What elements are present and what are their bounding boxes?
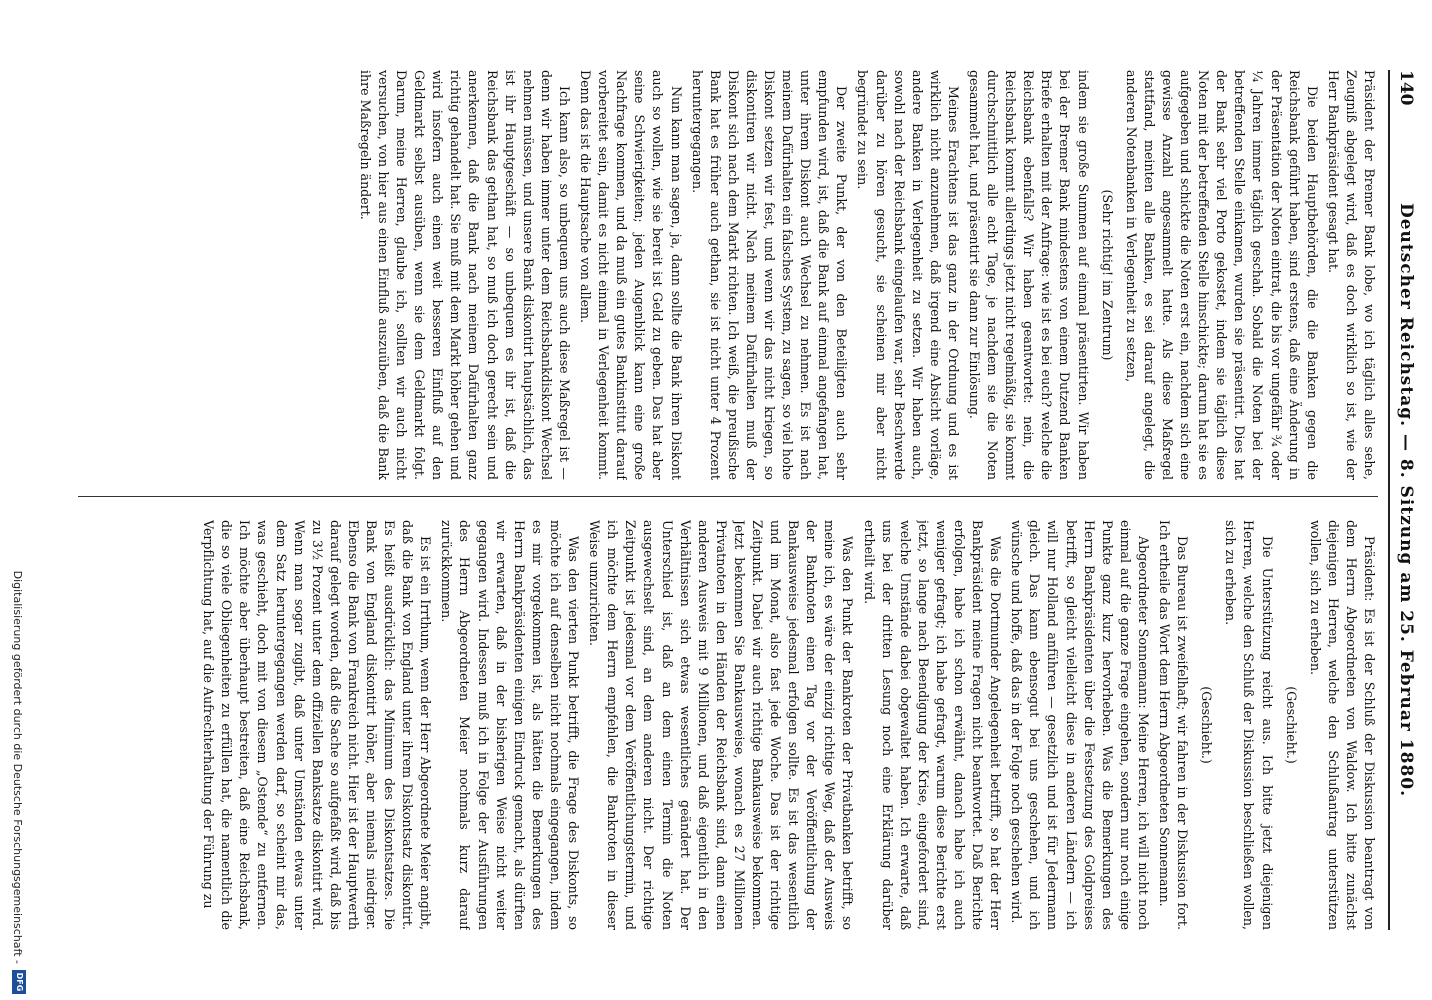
funding-footer xyxy=(4,0,32,1000)
paragraph: Die beiden Hauptbehörden, die die Banken gegen die Reichsbank geführt haben, sind erstens, daß eine Änderung in der Präsentation der Noten eintrat, die bis vor ungefähr ¾ oder ¼ Jahren immer täglich geschah. Sobald die Noten bei der betreffenden Stelle einkamen, wurden sie präsentirt. Dies hat der Bank sehr viel Porto gekostet, indem sie täglich diese Noten mit der betreffenden Stelle hinschickte; darum hat sie es aufgegeben und schickte die Noten erst ein, nachdem sich eine gewisse Anzahl angesammelt hatte. Als diese Maßregel stattfand, meinten alle Banken, es sei darauf angelegt, die anderen Notenbanken in Verlegenheit zu setzen, xyxy=(1123,70,1320,480)
interjection: (Sehr richtig! im Zentrum) xyxy=(1099,189,1115,361)
interjection: (Geschieht.) xyxy=(1199,686,1215,764)
text-columns xyxy=(78,70,1378,930)
funding-note: Digitalisierung gefördert durch die Deutsche Forschungsgemeinschaft - xyxy=(11,570,24,964)
running-title: Deutscher Reichstag. — 8. Sitzung am 25. Februar 1880. xyxy=(1396,202,1416,798)
paragraph: Es ist ein Irrthum, wenn der Herr Abgeordnete Meier angibt, daß die Bank von England unter ihrem Diskontsatz diskontirt. Es heißt ausdrücklich: das Minimum des Diskontsatzes. Die Bank von England diskontirt höher, aber niemals niedriger. Ebenso die Bank von Frankreich nicht. Hier ist der Hauptwerth darauf gelegt worden, daß die Sache so aufgefaßt wird, daß bis zu 3½ Prozent unter dem offiziellen Banksatze diskontirt wird. Wenn man sogar zugibt, daß unter Umständen etwas unter dem Satz heruntergegangen werden darf, so scheint mir das, was geschieht, doch mit von diesem „Ostende“ zu entfernen. Ich möchte aber überhaupt bestreiten, daß eine Reichsbank, die so viele Obliegenheiten zu erfüllen hat, die namentlich die Verpflichtung hat, auf die Aufrechterhaltung der Führung zu xyxy=(201,520,434,930)
paragraph: Abgeordneter Sonnemann: Meine Herren, ich will nicht noch einmal auf die ganze Frage eingehen, sondern nur noch einige Punkte ganz kurz hervorheben. Was die Bemerkungen des Herrn Bankpräsidenten über die Festsetzung des Goldpreises betrifft, so gleicht vielleicht diese in anderen Ländern — ich will nur Holland anführen — gesetzlich und ist für Jedermann gleich. Das kann ebensogut bei uns geschehen, und ich wünsche und hoffe, daß das in der Folge noch geschehen wird. xyxy=(1009,520,1151,930)
paragraph: Präsident: Es ist der Schluß der Diskussion beantragt von dem Herrn Abgeordneten von Waldow. Ich bitte zunächst diejenigen Herren, welche den Schlußantrag unterstützen wollen, sich zu erheben. xyxy=(1307,520,1377,930)
interjection: (Geschieht.) xyxy=(1283,686,1299,764)
dfg-logo: DFG xyxy=(12,970,26,994)
column-divider xyxy=(78,496,1378,497)
paragraph: Die Unterstützung reicht aus. Ich bitte jetzt diejenigen Herren, welche den Schluß der Diskussion beschließen wollen, sich zu erheben. xyxy=(1223,520,1275,930)
paragraph: Was die Dortmunder Angelegenheit betrifft, so hat der Herr Bankpräsident meine Fragen nicht beantwortet. Daß Berichte erfolgen, habe ich schon erwähnt, danach habe ich auch weniger gefragt; ich habe gefragt, warum diese Berichte erst jetzt, so lange nach Beendigung der Krise, eingefordert sind, welche Umstände dabei obgewaltet haben. Ich erwarte, daß uns bei der dritten Lesung noch eine Erklärung darüber ertheilt wird. xyxy=(861,520,1004,930)
right-column xyxy=(78,520,1378,930)
paragraph: Das Bureau ist zweifelhaft; wir fahren in der Diskussion fort. Ich ertheile das Wort dem Herrn Abgeordneten Sonnemann. xyxy=(1157,520,1191,930)
left-column xyxy=(78,70,1378,480)
page-header xyxy=(1388,70,1420,930)
paragraph: Nun kann man sagen, ja, dann sollte die Bank ihren Diskont auch so wollen, wie sie bereit ist Geld zu geben. Das hat aber seine Schwierigkeiten; jeden Augenblick kann eine große Nachfrage kommen, und da muß ein gutes Bankinstitut darauf vorbereitet sein, damit es nicht einmal in Verlegenheit kommt. Denn das ist die Hauptsache von allem. xyxy=(578,70,684,480)
paragraph: Meines Erachtens ist das ganz in der Ordnung und es ist wirklich nicht anzunehmen, daß irgend eine Absicht vorläge, andere Banken in Verlegenheit zu setzen. Wir haben auch, sowohl nach der Reichsbank eingelaufen war, sehr Beschwerde darüber zu hören gesucht, sie scheinen mir aber nicht begründet zu sein. xyxy=(855,70,961,480)
paragraph: Präsident der Bremer Bank lobe, wo ich täglich alles sehe, Zeugniß abgelegt wird, daß es doch wirklich so ist, wie der Herr Bankpräsident gesagt hat. xyxy=(1325,70,1377,480)
paragraph: Ich kann also, so unbequem uns auch diese Maßregel ist — denn wir haben immer unter dem Reichsbankdiskont Wechsel nehmen müssen, und unsere Bank diskontirt hauptsächlich, das ist ihr Hauptgeschäft — so unbequem es ihr ist, daß die Reichsbank das gethan hat, so muß ich doch gerecht sein und anerkennen, daß die Bank nach meinem Dafürhalten ganz richtig gehandelt hat. Sie muß mit dem Markt höher gehen und wird insofern auch einen weit besseren Einfluß auf den Geldmarkt selbst ausüben, wenn sie dem Geldmarkt folgt. Darum, meine Herren, glaube ich, sollten wir auch nicht versuchen, von hier aus einen Einfluß auszuüben, daß die Bank ihre Maßregeln ändert. xyxy=(357,70,572,480)
page-number: 140 xyxy=(1396,70,1416,106)
paragraph: indem sie große Summen auf einmal präsentirten. Wir haben bei der Bremer Bank mindestens von einem Dutzend Banken Briefe erhalten mit der Anfrage: wie ist es bei euch? welche die Reichsbank ebenfalls? Wir haben geantwortet: nein, die Reichsbank kommt allerdings jetzt nicht regelmäßig, sie kommt durchschnittlich alle acht Tage, je nachdem sie die Noten gesammelt hat, und präsentirt sie dann zur Einlösung. xyxy=(967,70,1091,480)
paragraph: Was den Punkt der Bankroten der Privatbanken betrifft, so meine ich, es wäre der einzig richtige Weg, daß der Ausweis der Banknoten einen Tag vor der Veröffentlichung der Bankausweise jedesmal erfolgen sollte. Es ist das wesentlich und im Monat, also fast jede Woche. Das ist der richtige Zeitpunkt. Dabei wir auch richtige Bankausweise bekommen. Jetzt bekommen Sie Bankausweise, wonach es 27 Millionen Privatnoten in den Händen der Reichsbank sind, dann einen anderen Ausweis mit 9 Millionen, und daß eigentlich in den Verhältnissen sich etwas wesentliches geändert hat. Der Unterschied ist, daß an dem einen Termin die Noten ausgewechselt sind, an dem anderen nicht. Der richtige Zeitpunkt ist jedesmal vor dem Veröffentlichungstermin, und ich möchte dem Herrn empfehlen, die Bankroten in dieser Weise umzurichten. xyxy=(587,520,856,930)
paragraph: Was den vierten Punkt betrifft, die Frage des Diskonts, so möchte ich auf denselben nicht nochmals eingegangen, indem es mir vorgekommen ist, als hätten die Bemerkungen des Herrn Bankpräsidenten einigen Eindruck gemacht, als dürften wir erwarten, daß in der bisherigen Weise nicht weiter gegangen wird. Indessen muß ich in Folge der Ausführungen des Herrn Abgeordneten Meier nochmals kurz darauf zurückkommen. xyxy=(439,520,582,930)
paragraph: Der zweite Punkt, der von den Beteiligten auch sehr empfunden wird, ist, daß die Bank auf einmal angefangen hat, unter ihrem Diskont auch Wechsel zu nehmen. Es ist nach meinem Dafürhalten ein falsches System, zu sagen, so viel hohe Diskont setzen wir fest, und wenn wir das nicht kriegen, so diskontiren wir nicht. Nach meinem Dafürhalten muß der Diskont sich nach dem Markt richten. Ich weiß, die preußische Bank hat es früher auch gethan, sie ist nicht unter 4 Prozent heruntergegangen. xyxy=(689,70,850,480)
